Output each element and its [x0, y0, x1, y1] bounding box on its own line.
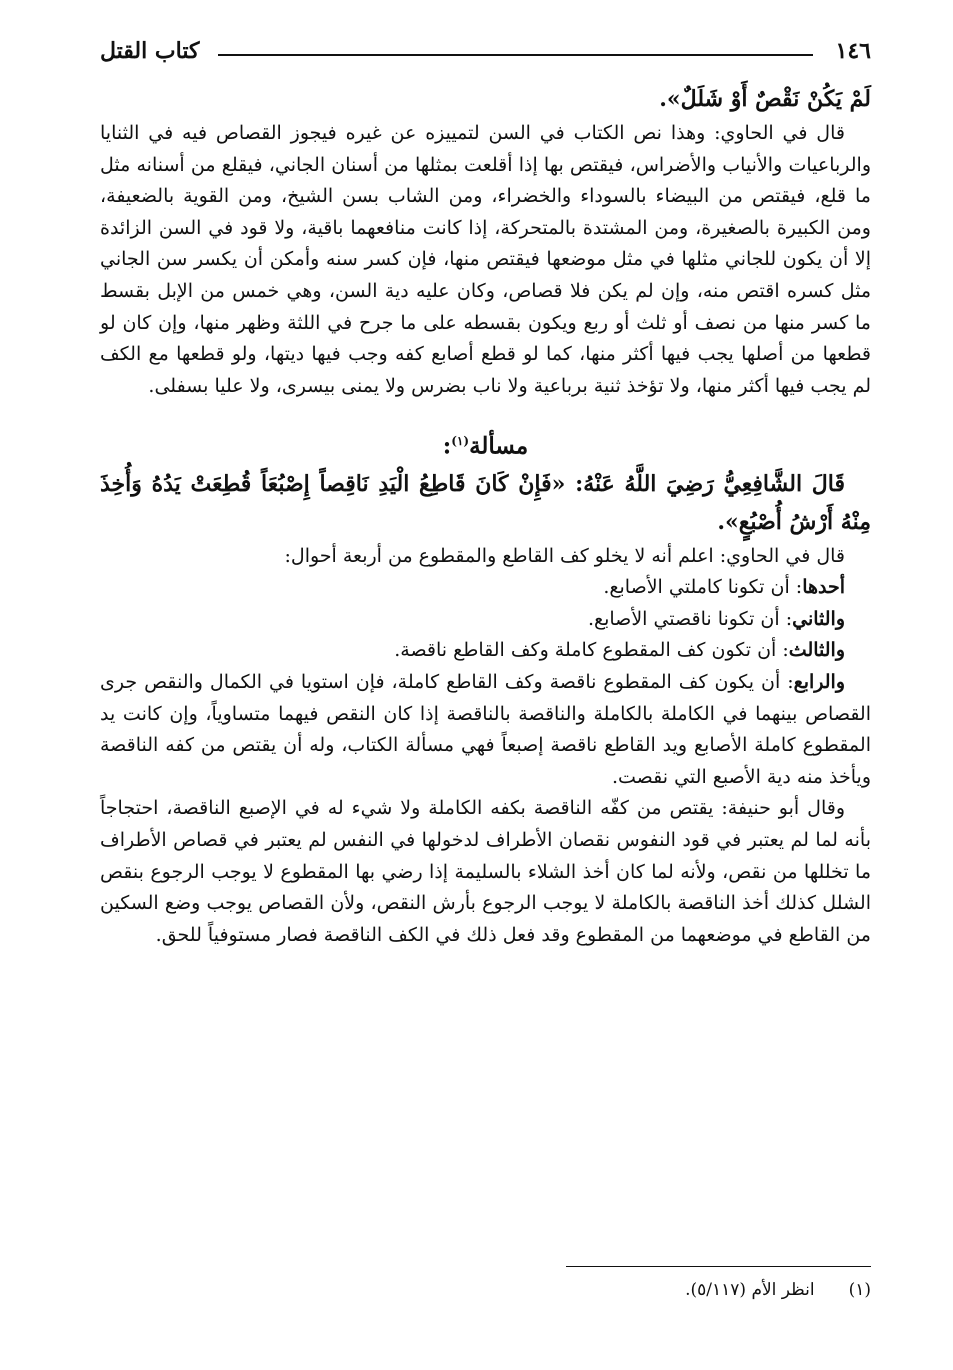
header-rule: [218, 54, 813, 56]
case-label: والثالث: [788, 639, 845, 662]
case-text: : أن تكون كف المقطوع كاملة وكف القاطع ناقصة.: [394, 639, 789, 662]
case-label: والرابع: [793, 670, 845, 693]
case-text: : أن تكونا كاملتي الأصابع.: [603, 576, 803, 599]
shafii-quote: قَالَ الشَّافِعِيُّ رَضِيَ اللَّهُ عَنْهُ: «فَإِنْ كَانَ قَاطِعُ الْيَدِ نَاقِصاً إِصْبُعَاً قُطِعَتْ يَدُهُ وَأُخِذَ مِنْهُ أَرْشُ أُصْبُعٍ».: [100, 470, 871, 535]
case-4: [100, 667, 871, 793]
case-1: [100, 572, 871, 604]
section-title: مسألة: [469, 433, 529, 460]
section-heading: [100, 426, 871, 462]
section-colon: :: [442, 433, 452, 460]
case-3: [100, 635, 871, 667]
case-text: : أن تكونا ناقصتي الأصابع.: [587, 607, 793, 630]
page-header: [100, 34, 871, 74]
case-label: والثاني: [792, 607, 845, 630]
page-number: ١٤٦: [835, 38, 871, 64]
paragraph-1: قال في الحاوي: وهذا نص الكتاب في السن لتمييزه عن غيره فيجوز القصاص فيه في الثنايا والرباعيات والأنياب والأضراس، فيقتص بها إذا أقلعت بمثلها من أسنان الجاني، فيقلع من أسنانه مثل ما قلع، فيقتص من البيضاء بالسوداء والخضراء، ومن الشاب بسن الشيخ، ومن القوية بالضعيفة، ومن الكبيرة بالصغيرة، ومن المشتدة بالمتحركة، إذا كانت منافعهما باقية، ولا قود في السن الزائدة إلا أن يكون للجاني مثلها في مثل موضعها فيقتص منها، فإن كسر سنه وأمكن أن يكسر سن الجاني مثل كسره اقتص منه، وإن لم يكن فلا قصاص، وكان عليه دية السن، وهي خمس من الإبل بقسط ما كسر منها من نصف أو ثلث أو ربع ويكون بقسطه على ما جرح في اللثة وظهر منها، وإن كان لو قطعها من أصلها يجب فيها أكثر منها، كما لو قطع أصابع كفه وجب فيها ديتها، ولو قطعها مع الكف لم يجب فيها أكثر منها، ولا تؤخذ ثنية برباعية ولا ناب بضرس ولا يمنى بيسرى، ولا عليا بسفلى.: [100, 122, 871, 397]
case-text: : أن يكون كف المقطوع ناقصة وكف القاطع كاملة، فإن استويا في الكمال والنقص جرى القصاص بينهما في الكاملة بالكاملة والناقصة بالناقصة إذا كان النقص فيهما متساوياً، وإن كانت يد المقطوع كاملة الأصابع ويد القاطع ناقصة إصبعاً فهي مسألة الكتاب، وله أن يقتص من كفه الناقصة ويأخذ منه دية الأصبع التي نقصت.: [100, 670, 871, 788]
case-2: [100, 604, 871, 636]
footnote-number: (١): [848, 1280, 871, 1300]
footnote-text: انظر الأم (٥/١١٧).: [685, 1280, 815, 1300]
footnote-ref: (١): [451, 434, 470, 449]
footnote-rule: [566, 1266, 871, 1267]
paragraph-3: وقال أبو حنيفة: يقتص من كفّه الناقصة بكفه الكاملة ولا شيء له في الإصبع الناقصة، احتجاجاً بأنه لما لم يعتبر في قود النفوس نقصان الأطراف لدخولها في النفس لم يعتبر في قصاص الأطراف ما تخللها من نقص، ولأنه لما كان أخذ الشلاء بالسليمة إذا رضي بها المقطوع لا يوجب الرجوع بنقص الشلل كذلك أخذ الناقصة بالكاملة لا يوجب الرجوع بأرش النقص، ولأن القصاص يوجب وضع السكين من القاطع في موضعهما من المقطوع وقد فعل ذلك في الكف الناقصة فصار مستوفياً للحق.: [100, 797, 871, 946]
running-title: كتاب القتل: [100, 38, 200, 64]
paragraph-2: قال في الحاوي: اعلم أنه لا يخلو كف القاطع والمقطوع من أربعة أحوال:: [284, 544, 845, 567]
footnote: [685, 1280, 871, 1300]
main-text: [100, 80, 871, 951]
top-quote: لَمْ يَكُنْ نَقْصٌ أَوْ شَلَلٌ».: [659, 86, 871, 112]
case-label: أحدها: [802, 576, 845, 599]
